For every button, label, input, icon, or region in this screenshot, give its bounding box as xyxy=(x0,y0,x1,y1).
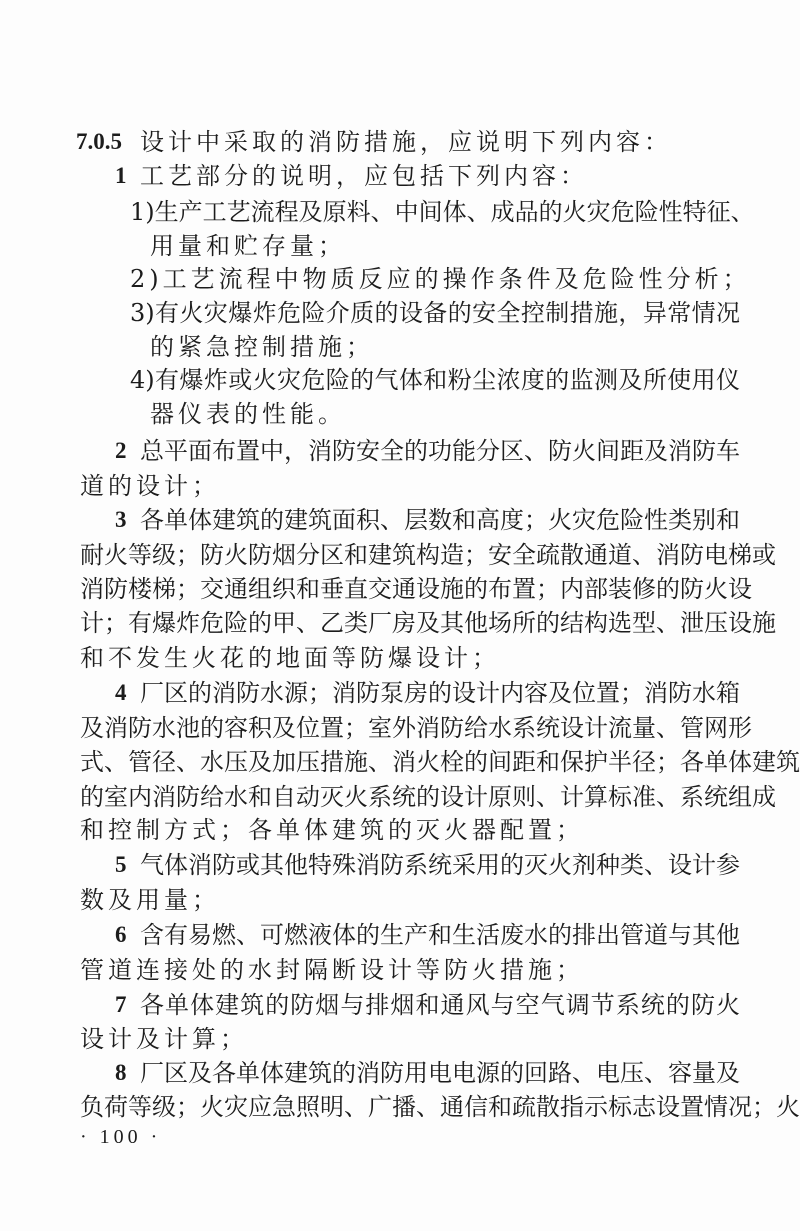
item-text: 管道连接处的水封隔断设计等防火措施； xyxy=(80,956,584,984)
item-text: 设计及计算； xyxy=(80,1025,248,1053)
item-text: 计；有爆炸危险的甲、乙类厂房及其他场所的结构选型、泄压设施 xyxy=(80,609,776,637)
item-text: 消防楼梯；交通组织和垂直交通设施的布置；内部装修的防火设 xyxy=(80,575,752,603)
item-number: 2 xyxy=(115,438,127,463)
item-text: 的室内消防给水和自动灭火系统的设计原则、计算标准、系统组成 xyxy=(80,783,776,811)
item-text: 式、管径、水压及加压措施、消火栓的间距和保护半径；各单体建筑 xyxy=(80,748,800,776)
item-text: 道的设计； xyxy=(80,472,220,500)
item-text: 总平面布置中，消防安全的功能分区、防火间距及消防车 xyxy=(140,437,740,465)
subitem-text: 4)有爆炸或火灾危险的气体和粉尘浓度的监测及所使用仪 xyxy=(130,366,740,394)
item-text: 工艺部分的说明，应包括下列内容： xyxy=(140,162,588,190)
subitem-text: 用量和贮存量； xyxy=(150,232,346,260)
subitem-text: 1)生产工艺流程及原料、中间体、成品的火灾危险性特征、 xyxy=(130,198,755,226)
item-number: 3 xyxy=(115,507,127,532)
item-text: 厂区的消防水源；消防泵房的设计内容及位置；消防水箱 xyxy=(140,679,740,707)
item-number: 5 xyxy=(115,852,127,877)
item-number: 7 xyxy=(115,992,127,1017)
item-text: 数及用量； xyxy=(80,886,220,914)
item-text: 含有易燃、可燃液体的生产和生活废水的排出管道与其他 xyxy=(140,921,740,949)
item-number: 6 xyxy=(115,922,127,947)
subitem-text: 的紧急控制措施； xyxy=(150,333,374,361)
item-text: 各单体建筑的建筑面积、层数和高度；火灾危险性类别和 xyxy=(140,506,740,534)
item-text: 厂区及各单体建筑的消防用电电源的回路、电压、容量及 xyxy=(140,1059,740,1087)
section-intro: 设计中采取的消防措施，应说明下列内容： xyxy=(140,128,672,156)
subitem-text: 3)有火灾爆炸危险介质的设备的安全控制措施，异常情况 xyxy=(130,299,740,327)
item-text: 及消防水池的容积及位置；室外消防给水系统设计流量、管网形 xyxy=(80,714,752,742)
item-number: 4 xyxy=(115,680,127,705)
item-number: 8 xyxy=(115,1060,127,1085)
item-text: 各单体建筑的防烟与排烟和通风与空气调节系统的防火 xyxy=(140,991,740,1019)
item-number: 1 xyxy=(115,163,127,188)
section-number: 7.0.5 xyxy=(76,129,122,154)
item-text: 和控制方式；各单体建筑的灭火器配置； xyxy=(80,816,584,844)
item-text: 气体消防或其他特殊消防系统采用的灭火剂种类、设计参 xyxy=(140,851,740,879)
item-text: 和不发生火花的地面等防爆设计； xyxy=(80,644,500,672)
subitem-text: 2)工艺流程中物质反应的操作条件及危险性分析； xyxy=(130,265,751,293)
item-text: 负荷等级；火灾应急照明、广播、通信和疏散指示标志设置情况；火 xyxy=(80,1093,800,1121)
subitem-text: 器仪表的性能。 xyxy=(150,400,346,428)
page-number: · 100 · xyxy=(80,1126,162,1148)
item-text: 耐火等级；防火防烟分区和建筑构造；安全疏散通道、消防电梯或 xyxy=(80,541,776,569)
